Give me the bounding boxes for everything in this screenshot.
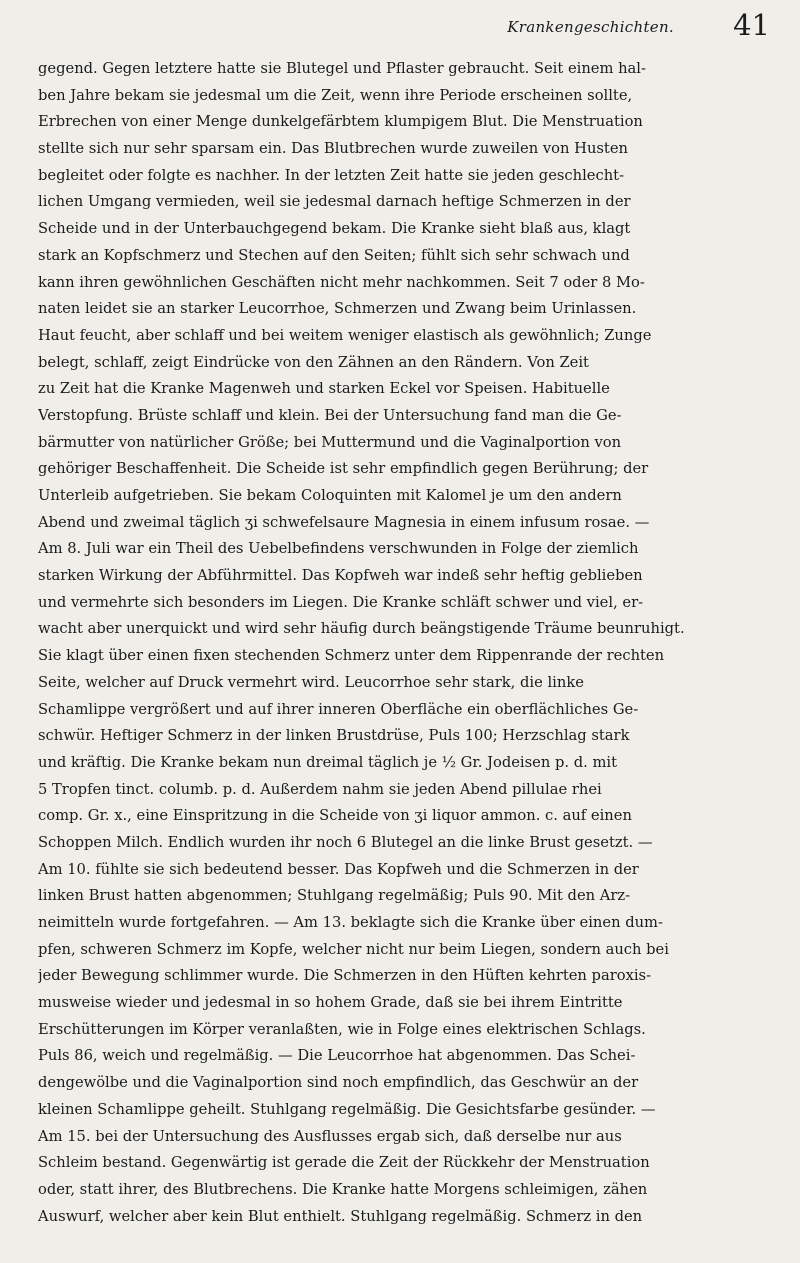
text-line: und kräftig. Die Kranke bekam nun dreimal täglich je ½ Gr. Jodeisen p. d. mit bbox=[38, 753, 617, 771]
text-line: schwür. Heftiger Schmerz in der linken Brustdrüse, Puls 100; Herzschlag stark bbox=[38, 727, 630, 745]
text-line: Haut feucht, aber schlaff und bei weitem weniger elastisch als gewöhnlich; Zunge bbox=[38, 326, 652, 344]
text-line: Am 10. fühlte sie sich bedeutend besser. Das Kopfweh und die Schmerzen in der bbox=[38, 860, 639, 878]
text-line: Puls 86, weich und regelmäßig. — Die Leucorrhoe hat abgenommen. Das Schei- bbox=[38, 1047, 636, 1065]
text-line: stark an Kopfschmerz und Stechen auf den Seiten; fühlt sich sehr schwach und bbox=[38, 246, 630, 264]
text-line: jeder Bewegung schlimmer wurde. Die Schmerzen in den Hüften kehrten paroxis- bbox=[38, 967, 652, 985]
text-line: ben Jahre bekam sie jedesmal um die Zeit, wenn ihre Periode erscheinen sollte, bbox=[38, 86, 633, 104]
text-line: Seite, welcher auf Druck vermehrt wird. Leucorrhoe sehr stark, die linke bbox=[38, 673, 584, 691]
text-line: starken Wirkung der Abführmittel. Das Kopfweh war indeß sehr heftig geblieben bbox=[38, 567, 643, 585]
page-number: 41 bbox=[733, 8, 770, 42]
running-head-title: Krankengeschichten. bbox=[507, 18, 674, 36]
text-line: dengewölbe und die Vaginalportion sind noch empfindlich, das Geschwür an der bbox=[38, 1074, 639, 1092]
text-line: Schleim bestand. Gegenwärtig ist gerade die Zeit der Rückkehr der Menstruation bbox=[38, 1154, 650, 1172]
text-line: gehöriger Beschaffenheit. Die Scheide ist sehr empfindlich gegen Berührung; der bbox=[38, 460, 649, 478]
text-line: Schamlippe vergrößert und auf ihrer inneren Oberfläche ein oberflächliches Ge- bbox=[38, 700, 639, 718]
text-line: Sie klagt über einen fixen stechenden Schmerz unter dem Rippenrande der rechten bbox=[38, 647, 665, 665]
text-line: Abend und zweimal täglich ʒi schwefelsaure Magnesia in einem infusum rosae. — bbox=[38, 513, 650, 531]
text-line: Verstopfung. Brüste schlaff und klein. Bei der Untersuchung fand man die Ge- bbox=[38, 406, 622, 424]
text-line: gegend. Gegen letztere hatte sie Blutegel und Pflaster gebraucht. Seit einem hal- bbox=[38, 60, 646, 77]
text-line: Erschütterungen im Körper veranlaßten, wie in Folge eines elektrischen Schlags. bbox=[38, 1020, 646, 1038]
text-line: neimitteln wurde fortgefahren. — Am 13. beklagte sich die Kranke über einen dum- bbox=[38, 914, 663, 931]
text-line: Scheide und in der Unterbauchgegend bekam. Die Kranke sieht blaß aus, klagt bbox=[38, 220, 631, 238]
text-line: Am 8. Juli war ein Theil des Uebelbefindens verschwunden in Folge der ziemlich bbox=[38, 540, 639, 558]
text-line: comp. Gr. x., eine Einspritzung in die Scheide von ʒi liquor ammon. c. auf einen bbox=[38, 807, 632, 825]
text-line: stellte sich nur sehr sparsam ein. Das Blutbrechen wurde zuweilen von Husten bbox=[38, 140, 628, 158]
text-line: lichen Umgang vermieden, weil sie jedesmal darnach heftige Schmerzen in der bbox=[38, 193, 631, 211]
text-line: Auswurf, welcher aber kein Blut enthielt. Stuhlgang regelmäßig. Schmerz in den bbox=[38, 1207, 643, 1225]
text-line: Unterleib aufgetrieben. Sie bekam Coloquinten mit Kalomel je um den andern bbox=[38, 487, 622, 504]
text-line: 5 Tropfen tinct. columb. p. d. Außerdem nahm sie jeden Abend pillulae rhei bbox=[38, 780, 602, 798]
text-line: Erbrechen von einer Menge dunkelgefärbtem klumpigem Blut. Die Menstruation bbox=[38, 113, 643, 131]
text-line: Schoppen Milch. Endlich wurden ihr noch 6 Blutegel an die linke Brust gesetzt. — bbox=[38, 833, 653, 851]
text-line: musweise wieder und jedesmal in so hohem Grade, daß sie bei ihrem Eintritte bbox=[38, 994, 623, 1012]
text-line: zu Zeit hat die Kranke Magenweh und starken Eckel vor Speisen. Habituelle bbox=[38, 380, 610, 398]
text-line: bärmutter von natürlicher Größe; bei Muttermund und die Vaginalportion von bbox=[38, 433, 622, 451]
text-line: und vermehrte sich besonders im Liegen. Die Kranke schläft schwer und viel, er- bbox=[38, 593, 644, 611]
text-line: naten leidet sie an starker Leucorrhoe, Schmerzen und Zwang beim Urinlassen. bbox=[38, 300, 637, 318]
text-line: Am 15. bei der Untersuchung des Ausflusses ergab sich, daß derselbe nur aus bbox=[38, 1127, 622, 1145]
text-line: oder, statt ihrer, des Blutbrechens. Die Kranke hatte Morgens schleimigen, zähen bbox=[38, 1180, 648, 1198]
body-text bbox=[38, 56, 768, 1230]
text-line: kleinen Schamlippe geheilt. Stuhlgang regelmäßig. Die Gesichtsfarbe gesünder. — bbox=[38, 1100, 656, 1118]
text-line: pfen, schweren Schmerz im Kopfe, welcher nicht nur beim Liegen, sondern auch bei bbox=[38, 940, 669, 958]
text-line: belegt, schlaff, zeigt Eindrücke von den Zähnen an den Rändern. Von Zeit bbox=[38, 353, 589, 371]
text-line: begleitet oder folgte es nachher. In der letzten Zeit hatte sie jeden geschlecht- bbox=[38, 166, 625, 184]
running-head bbox=[0, 8, 800, 48]
text-line: wacht aber unerquickt und wird sehr häufig durch beängstigende Träume beunruhigt. bbox=[38, 620, 685, 638]
text-line: kann ihren gewöhnlichen Geschäften nicht mehr nachkommen. Seit 7 oder 8 Mo- bbox=[38, 273, 645, 291]
text-line: linken Brust hatten abgenommen; Stuhlgang regelmäßig; Puls 90. Mit den Arz- bbox=[38, 887, 631, 905]
